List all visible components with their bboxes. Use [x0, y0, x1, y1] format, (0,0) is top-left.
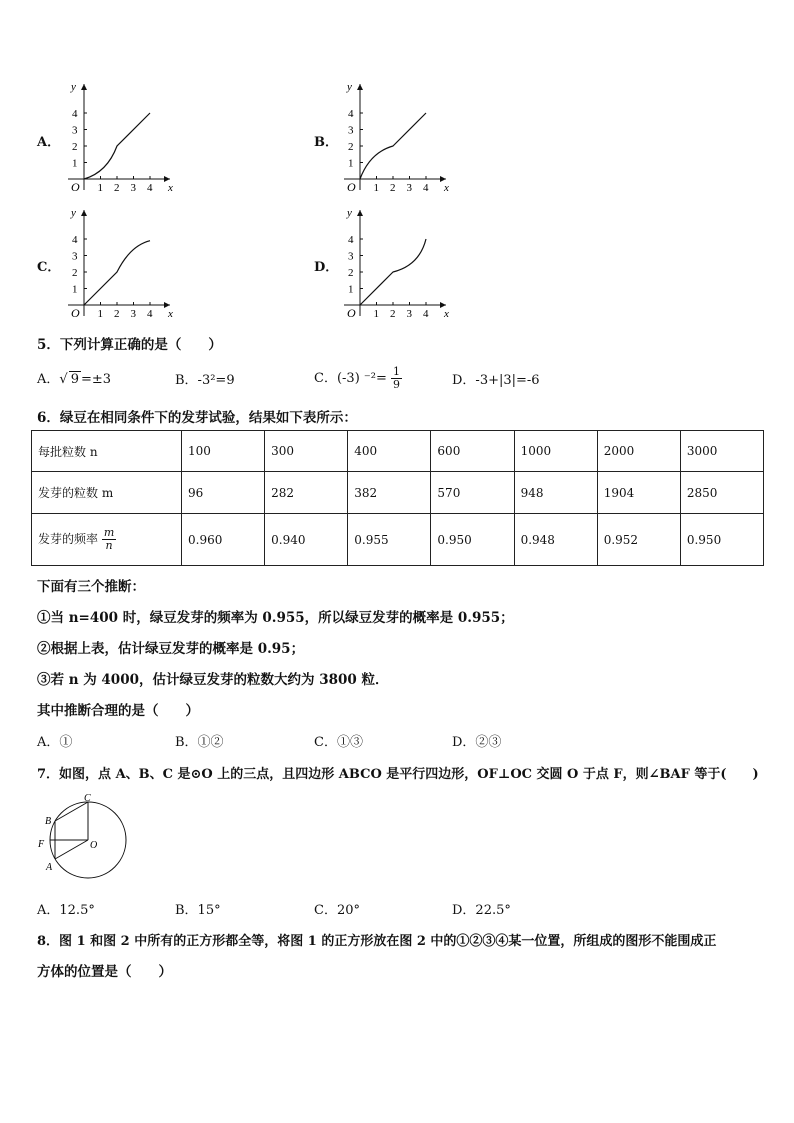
y-tick-label: 3: [72, 124, 78, 137]
y-axis-label: y: [71, 207, 76, 219]
q5-option-c-label: C．: [314, 371, 337, 386]
origin-label: O: [71, 180, 80, 194]
frequency-num: m: [103, 526, 115, 539]
x-tick-label: 2: [390, 308, 396, 320]
table-cell: 96: [182, 472, 265, 514]
q8-line-1: 8．图 1 和图 2 中所有的正方形都全等，将图 1 的正方形放在图 2 中的①②③④某一位置，所组成的图形不能围成正: [37, 934, 717, 949]
table-cell: 570: [431, 472, 514, 514]
x-axis-label: x: [444, 308, 449, 320]
graph-curve: [84, 241, 150, 305]
q7-option-d: D．22.5°: [452, 903, 511, 918]
table-row-batch-count: [32, 431, 764, 472]
table-cell: 1000: [514, 431, 597, 472]
q5-option-a-label: A．: [37, 372, 60, 387]
q6-ask: 其中推断合理的是（ ）: [37, 703, 199, 719]
y-tick-label: 4: [348, 108, 354, 120]
y-axis-arrow: [357, 84, 363, 90]
table-cell: 3000: [680, 431, 763, 472]
graph-option-a: [62, 78, 180, 196]
y-tick-label: 1: [348, 157, 354, 170]
origin-label: O: [347, 306, 356, 320]
q5-stem: 5．下列计算正确的是（ ）: [37, 337, 222, 353]
y-tick-label: 1: [348, 283, 354, 296]
table-cell: 948: [514, 472, 597, 514]
x-axis-label: x: [168, 182, 173, 194]
table-cell: 0.940: [265, 514, 348, 566]
q6-intro: 下面有三个推断：: [37, 579, 145, 595]
x-tick-label: 2: [114, 308, 120, 320]
germination-table: [31, 430, 764, 566]
y-tick-label: 2: [348, 141, 354, 153]
q5-option-b: B．-3²=9: [175, 373, 235, 388]
table-cell: 2850: [680, 472, 763, 514]
q7-option-c: C．20°: [314, 903, 360, 918]
graph-option-d-label: D．: [314, 260, 339, 275]
table-cell: 2000: [597, 431, 680, 472]
table-cell: 400: [348, 431, 431, 472]
x-tick-label: 2: [390, 182, 396, 194]
q6-statement-3: ③若 n 为 4000，估计绿豆发芽的粒数大约为 3800 粒．: [37, 672, 389, 688]
graph-option-d: [338, 204, 456, 322]
segment-ao: [55, 840, 88, 859]
graph-option-b-label: B．: [314, 135, 338, 150]
q5-option-c: [314, 366, 402, 391]
q7-circle-figure: [34, 790, 134, 880]
table-row-label: 每批粒数 n: [32, 431, 182, 472]
table-cell: 1904: [597, 472, 680, 514]
table-row-label: 发芽的粒数 m: [32, 472, 182, 514]
table-cell: 0.950: [680, 514, 763, 566]
x-tick-label: 3: [406, 308, 412, 320]
graph-curve: [84, 113, 150, 179]
q5-option-d: D．-3+|3|=-6: [452, 373, 540, 388]
table-cell: 382: [348, 472, 431, 514]
x-tick-label: 4: [423, 308, 429, 320]
graph-option-b: [338, 78, 456, 196]
y-tick-label: 4: [72, 108, 78, 120]
y-axis-label: y: [347, 81, 352, 93]
y-tick-label: 4: [348, 234, 354, 246]
point-o-label: O: [90, 840, 98, 851]
point-a-label: A: [46, 862, 53, 873]
q7-option-b: B．15°: [175, 903, 221, 918]
x-axis-label: x: [168, 308, 173, 320]
q6-statement-1: ①当 n=400 时，绿豆发芽的频率为 0.955，所以绿豆发芽的概率是 0.955；: [37, 610, 514, 626]
y-tick-label: 2: [348, 267, 354, 279]
x-tick-label: 3: [130, 308, 136, 320]
q5-option-a: A．√ 9 =±3: [37, 372, 112, 387]
y-axis-label: y: [347, 207, 352, 219]
table-cell: 0.948: [514, 514, 597, 566]
q5-option-a-rest: =±3: [80, 372, 112, 387]
q5-option-c-num: 1: [393, 365, 400, 378]
x-tick-label: 4: [147, 182, 153, 194]
x-tick-label: 4: [147, 308, 153, 320]
frequency-label: 发芽的频率: [38, 532, 99, 546]
origin-label: O: [347, 180, 356, 194]
y-tick-label: 2: [72, 141, 78, 153]
q6-option-c: C．①③: [314, 735, 363, 750]
q6-option-a: A．①: [37, 735, 73, 750]
table-cell: 282: [265, 472, 348, 514]
y-tick-label: 3: [348, 124, 354, 137]
q6-stem: 6．绿豆在相同条件下的发芽试验，结果如下表所示：: [37, 410, 357, 426]
table-cell: 0.960: [182, 514, 265, 566]
x-tick-label: 1: [373, 308, 379, 320]
table-cell: 0.955: [348, 514, 431, 566]
table-row-germinated-count: [32, 472, 764, 514]
table-cell: 300: [265, 431, 348, 472]
x-axis-label: x: [444, 182, 449, 194]
origin-label: O: [71, 306, 80, 320]
graph-option-a-label: A．: [37, 135, 61, 150]
q8-line-2: 方体的位置是（ ）: [37, 964, 172, 980]
table-cell: 0.952: [597, 514, 680, 566]
q6-option-b: B．①②: [175, 735, 224, 750]
table-cell: 100: [182, 431, 265, 472]
q5-option-a-radicand: 9: [70, 372, 79, 387]
q7-option-a: A．12.5°: [37, 903, 95, 918]
x-tick-label: 1: [97, 182, 103, 194]
graph-option-c-label: C．: [37, 260, 61, 275]
segment-cb: [55, 802, 88, 821]
q6-option-d: D．②③: [452, 735, 502, 750]
x-tick-label: 1: [97, 308, 103, 320]
q5-option-c-den: 9: [393, 378, 400, 391]
table-cell: 0.950: [431, 514, 514, 566]
point-c-label: C: [84, 793, 91, 804]
point-b-label: B: [45, 816, 52, 827]
y-tick-label: 3: [348, 250, 354, 263]
y-tick-label: 1: [72, 283, 78, 296]
y-axis-label: y: [71, 81, 76, 93]
graph-option-c: [62, 204, 180, 322]
point-f-label: F: [38, 839, 45, 850]
y-tick-label: 3: [72, 250, 78, 263]
y-axis-arrow: [81, 210, 87, 216]
q6-statement-2: ②根据上表，估计绿豆发芽的概率是 0.95；: [37, 641, 305, 657]
x-tick-label: 2: [114, 182, 120, 194]
x-tick-label: 1: [373, 182, 379, 194]
y-tick-label: 1: [72, 157, 78, 170]
table-row-frequency: [32, 514, 764, 566]
x-tick-label: 4: [423, 182, 429, 194]
x-tick-label: 3: [130, 182, 136, 194]
y-tick-label: 2: [72, 267, 78, 279]
table-row-label: [32, 514, 182, 566]
q7-stem: 7．如图，点 A、B、C 是⊙O 上的三点，且四边形 ABCO 是平行四边形，OF⊥OC 交圆 O 于点 F，则∠BAF 等于( ): [37, 767, 759, 782]
x-tick-label: 3: [406, 182, 412, 194]
graph-curve: [360, 239, 426, 305]
graph-curve: [360, 113, 426, 179]
frequency-den: n: [105, 539, 113, 552]
table-cell: 600: [431, 431, 514, 472]
y-axis-arrow: [81, 84, 87, 90]
y-tick-label: 4: [72, 234, 78, 246]
q5-option-c-expr: (-3) ⁻²=: [336, 371, 387, 386]
y-axis-arrow: [357, 210, 363, 216]
